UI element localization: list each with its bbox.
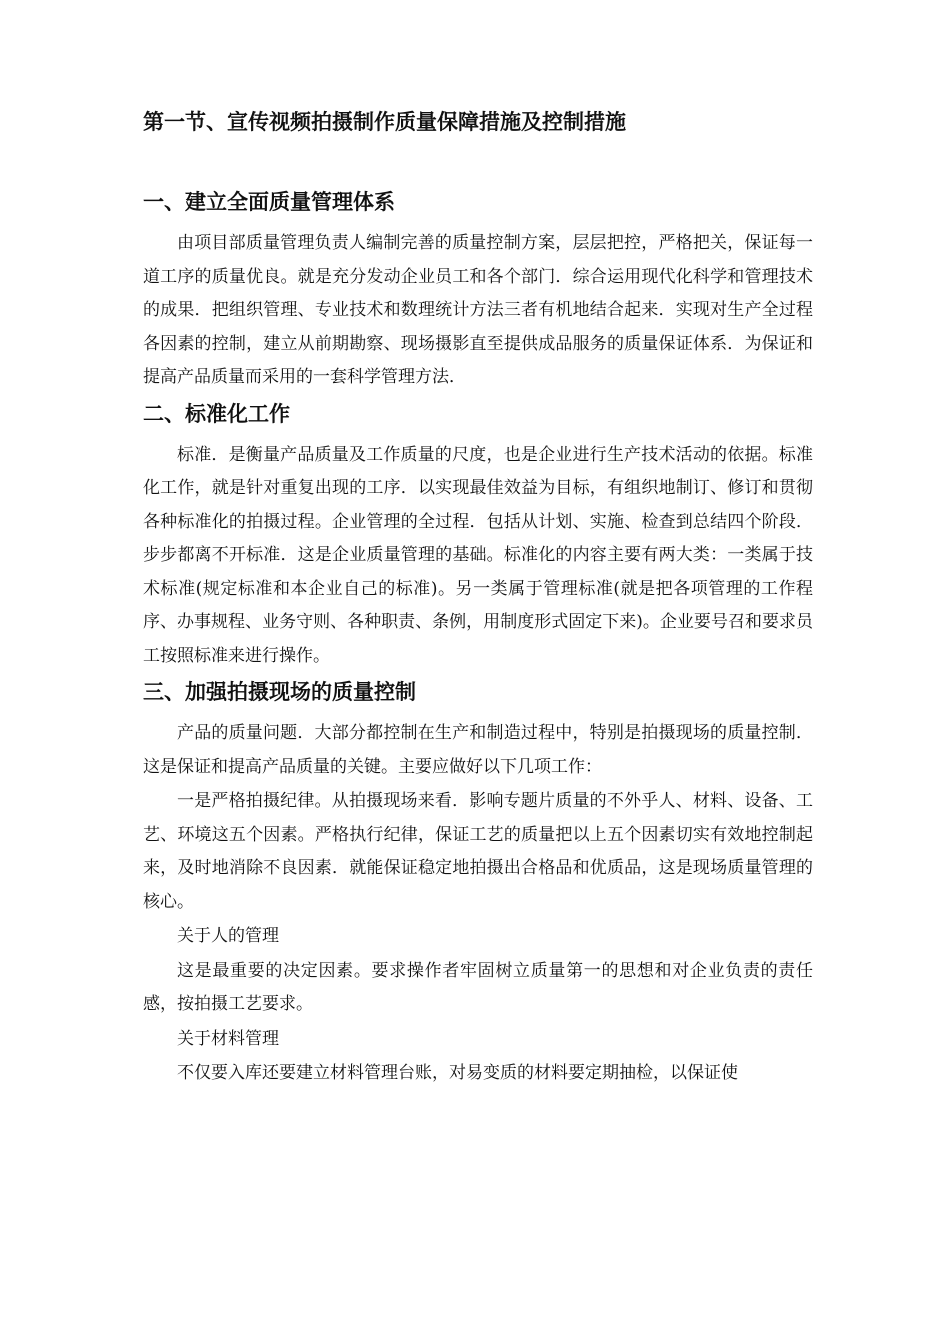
subheading-people-management: 关于人的管理 [177, 926, 279, 946]
paragraph: 一是严格拍摄纪律。从拍摄现场来看．影响专题片质量的不外乎人、材料、设备、工艺、环境这五个因素。严格执行纪律，保证工艺的质量把以上五个因素切实有效地控制起来，及时地消除不良因素．就能保证稳定地拍摄出合格品和优质品，这是现场质量管理的核心。 [143, 791, 813, 912]
paragraph: 标准．是衡量产品质量及工作质量的尺度，也是企业进行生产技术活动的依据。标准化工作，就是针对重复出现的工序．以实现最佳效益为目标，有组织地制订、修订和贯彻各种标准化的拍摄过程。企业管理的全过程．包括从计划、实施、检查到总结四个阶段．步步都离不开标准．这是企业质量管理的基础。标准化的内容主要有两大类：一类属于技术标准(规定标准和本企业自己的标准)。另一类属于管理标准(就是把各项管理的工作程序、办事规程、业务守则、各种职责、条例，用制度形式固定下来)。企业要号召和要求员工按照标准来进行操作。 [143, 444, 813, 666]
subheading-material-management: 关于材料管理 [177, 1028, 279, 1049]
heading-1: 一、建立全面质量管理体系 [143, 190, 395, 214]
heading-3: 三、加强拍摄现场的质量控制 [143, 680, 416, 704]
section-title: 第一节、宣传视频拍摄制作质量保障措施及控制措施 [143, 110, 626, 134]
paragraph: 由项目部质量管理负责人编制完善的质量控制方案，层层把控，严格把关，保证每一道工序的质量优良。就是充分发动企业员工和各个部门．综合运用现代化科学和管理技术的成果．把组织管理、专业技术和数理统计方法三者有机地结合起来．实现对生产全过程各因素的控制，建立从前期勘察、现场摄影直至提供成品服务的质量保证体系．为保证和提高产品质量而采用的一套科学管理方法． [143, 233, 813, 387]
paragraph: 产品的质量问题．大部分都控制在生产和制造过程中，特别是拍摄现场的质量控制．这是保证和提高产品质量的关键。主要应做好以下几项工作： [143, 723, 813, 777]
heading-2: 二、标准化工作 [143, 401, 290, 426]
paragraph: 不仅要入库还要建立材料管理台账，对易变质的材料要定期抽检，以保证使 [177, 1063, 738, 1083]
document-page [143, 100, 813, 1092]
paragraph: 这是最重要的决定因素。要求操作者牢固树立质量第一的思想和对企业负责的责任感，按拍摄工艺要求。 [143, 960, 813, 1014]
